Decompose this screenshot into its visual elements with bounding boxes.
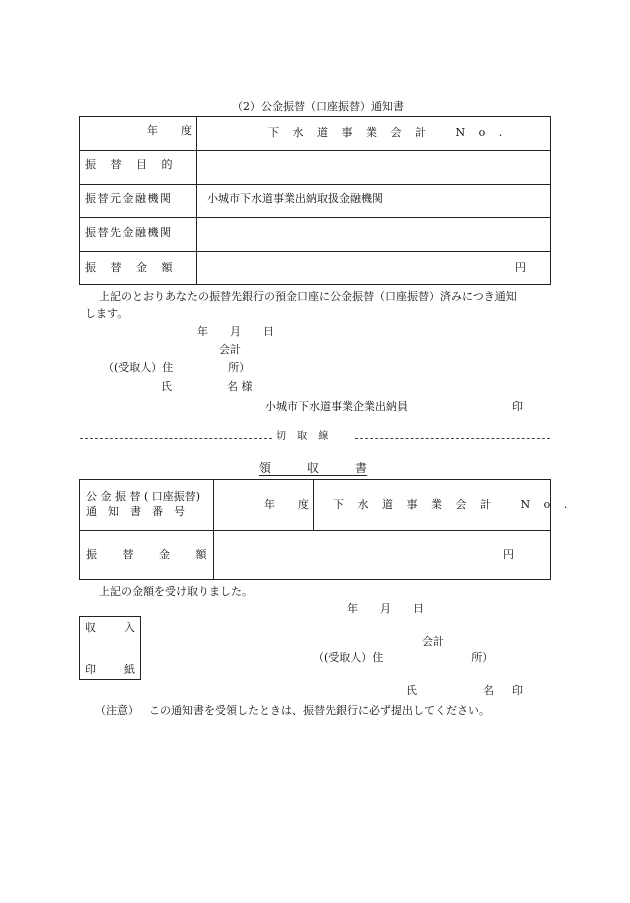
notice-recipient-address: （(受取人）住 所） (103, 361, 251, 374)
receipt-label-line2: 通 知 書 番 号 (86, 505, 185, 518)
receipt-date: 年 月 日 (347, 602, 424, 615)
stamp-char-in: 印 (85, 663, 96, 676)
notice-table-row-divider (80, 251, 550, 252)
destination-bank-label: 振替先金融機関 (85, 226, 173, 239)
cut-line-right (355, 438, 550, 439)
receipt-label-line1: 公 金 振 替 ( 口座振替) (86, 490, 201, 503)
cut-line-label: 切 取 線 (276, 431, 333, 442)
notice-seal: 印 (512, 400, 523, 413)
source-bank-value: 小城市下水道事業出納取扱金融機関 (207, 192, 383, 205)
receipt-recipient-address: （(受取人）住 所） (313, 651, 494, 664)
notice-body-line1: 上記のとおりあなたの振替先銀行の預金口座に公金振替（口座振替）済みにつき通知 (99, 290, 517, 303)
amount-label: 振 替 金 額 (85, 261, 173, 274)
purpose-label: 振 替 目 的 (85, 158, 173, 171)
yen-unit: 円 (515, 261, 526, 274)
receipt-fiscal-year-label: 年 度 (264, 498, 315, 511)
receipt-amount-label: 振 替 金 額 (86, 548, 207, 561)
notice-recipient-name: 氏 名 様 (161, 380, 253, 393)
receipt-yen-unit: 円 (503, 548, 514, 561)
stamp-char-shi: 紙 (124, 663, 135, 676)
notice-body-line2: します。 (85, 307, 129, 320)
caution-label: （注意） (95, 704, 139, 717)
notice-kaikei: 会計 (219, 343, 241, 356)
cut-line-left (80, 438, 272, 439)
caution-text: この通知書を受領したときは、振替先銀行に必ず提出してください。 (149, 704, 490, 717)
notice-date: 年 月 日 (197, 325, 274, 338)
account-text: 下 水 道 事 業 会 計 N o . (268, 126, 508, 139)
receipt-title: 領 収 書 (259, 461, 368, 475)
stamp-char-shu: 収 (85, 621, 96, 634)
notice-table-row-divider (80, 217, 550, 218)
notice-title: （2）公金振替（口座振替）通知書 (232, 100, 404, 113)
receipt-recipient-name: 氏 名 (406, 684, 494, 697)
received-text: 上記の金額を受け取りました。 (99, 585, 253, 598)
source-bank-label: 振替元金融機関 (85, 192, 173, 205)
receipt-seal: 印 (512, 684, 523, 697)
treasurer-name: 小城市下水道事業企業出納員 (265, 400, 408, 413)
receipt-kaikei: 会計 (422, 635, 444, 648)
fiscal-year-label: 年 度 (147, 124, 198, 137)
stamp-char-nyu: 入 (124, 621, 135, 634)
notice-table-row-divider (80, 150, 550, 151)
receipt-account-text: 下 水 道 事 業 会 計 N o . (333, 498, 573, 511)
notice-table-row-divider (80, 184, 550, 185)
notice-table-col-divider (196, 117, 197, 284)
receipt-table-row-divider (80, 530, 550, 531)
